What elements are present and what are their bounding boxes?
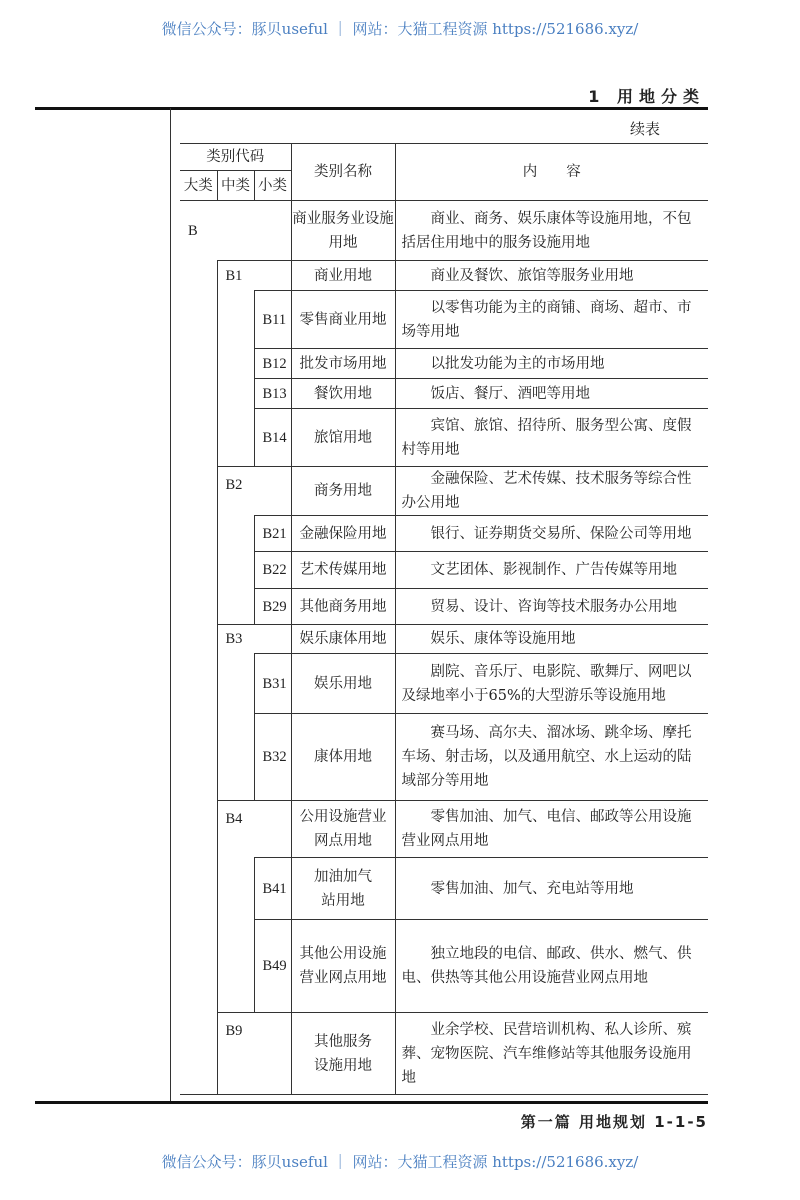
code-cell: B3 — [217, 625, 291, 654]
content-cell: 剧院、音乐厅、电影院、歌舞厅、网吧以及绿地率小于65%的大型游乐等设施用地 — [395, 654, 708, 714]
content-cell: 银行、证券期货交易所、保险公司等用地 — [395, 516, 708, 552]
name-cell: 娱乐用地 — [291, 654, 395, 714]
name-cell: 其他服务设施用地 — [291, 1013, 395, 1095]
content-cell: 零售加油、加气、充电站等用地 — [395, 858, 708, 920]
header-major: 大类 — [180, 171, 217, 201]
code-cell: B31 — [254, 654, 291, 714]
watermark-bottom: 微信公众号：豚贝useful ｜ 网站：大猫工程资源 https://521686.xyz/ — [161, 1153, 639, 1171]
name-cell: 康体用地 — [291, 714, 395, 801]
code-cell: B2 — [217, 467, 291, 516]
header-mid: 中类 — [217, 171, 254, 201]
margin-line — [170, 108, 171, 1103]
content-cell: 娱乐、康体等设施用地 — [395, 625, 708, 654]
name-cell: 加油加气站用地 — [291, 858, 395, 920]
code-cell: B49 — [254, 920, 291, 1013]
code-cell: B — [188, 222, 198, 239]
content-cell: 金融保险、艺术传媒、技术服务等综合性办公用地 — [395, 467, 708, 516]
code-cell: B9 — [217, 1013, 291, 1095]
name-cell: 其他公用设施营业网点用地 — [291, 920, 395, 1013]
content-cell: 赛马场、高尔夫、溜冰场、跳伞场、摩托车场、射击场，以及通用航空、水上运动的陆域部分等用地 — [395, 714, 708, 801]
bottom-rule — [35, 1101, 708, 1104]
content-cell: 宾馆、旅馆、招待所、服务型公寓、度假村等用地 — [395, 409, 708, 467]
content-cell: 以零售功能为主的商铺、商场、超市、市场等用地 — [395, 291, 708, 349]
name-cell: 其他商务用地 — [291, 589, 395, 625]
content-cell: 商业、商务、娱乐康体等设施用地，不包括居住用地中的服务设施用地 — [395, 201, 708, 261]
header-name: 类别名称 — [291, 144, 395, 201]
name-cell: 旅馆用地 — [291, 409, 395, 467]
code-cell: B1 — [217, 261, 291, 291]
name-cell: 娱乐康体用地 — [291, 625, 395, 654]
code-cell: B29 — [254, 589, 291, 625]
content-cell: 贸易、设计、咨询等技术服务办公用地 — [395, 589, 708, 625]
content-cell: 业余学校、民营培训机构、私人诊所、殡葬、宠物医院、汽车维修站等其他服务设施用地 — [395, 1013, 708, 1095]
content-cell: 以批发功能为主的市场用地 — [395, 349, 708, 379]
content-cell: 饭店、餐厅、酒吧等用地 — [395, 379, 708, 409]
name-cell: 商业用地 — [291, 261, 395, 291]
code-cell: B41 — [254, 858, 291, 920]
page-footer: 第一篇 用地规划 1-1-5 — [520, 1113, 708, 1131]
content-cell: 文艺团体、影视制作、广告传媒等用地 — [395, 552, 708, 589]
name-cell: 零售商业用地 — [291, 291, 395, 349]
name-cell: 艺术传媒用地 — [291, 552, 395, 589]
code-cell: B13 — [254, 379, 291, 409]
code-cell: B11 — [254, 291, 291, 349]
chapter-header: 1 用地分类 — [588, 87, 705, 106]
code-cell: B32 — [254, 714, 291, 801]
name-cell: 商务用地 — [291, 467, 395, 516]
content-cell: 独立地段的电信、邮政、供水、燃气、供电、供热等其他公用设施营业网点用地 — [395, 920, 708, 1013]
code-cell: B22 — [254, 552, 291, 589]
land-classification-table — [180, 143, 708, 1095]
name-cell: 批发市场用地 — [291, 349, 395, 379]
top-rule — [35, 107, 708, 110]
watermark-top: 微信公众号：豚贝useful ｜ 网站：大猫工程资源 https://521686.xyz/ — [161, 20, 639, 38]
name-cell: 公用设施营业网点用地 — [291, 801, 395, 858]
name-cell: 餐饮用地 — [291, 379, 395, 409]
header-content: 内 容 — [395, 144, 708, 201]
header-code: 类别代码 — [180, 144, 291, 171]
code-cell: B12 — [254, 349, 291, 379]
header-minor: 小类 — [254, 171, 291, 201]
content-cell: 零售加油、加气、电信、邮政等公用设施营业网点用地 — [395, 801, 708, 858]
code-cell: B21 — [254, 516, 291, 552]
content-cell: 商业及餐饮、旅馆等服务业用地 — [395, 261, 708, 291]
code-cell: B4 — [217, 801, 291, 858]
name-cell: 金融保险用地 — [291, 516, 395, 552]
code-cell: B14 — [254, 409, 291, 467]
name-cell: 商业服务业设施用地 — [291, 201, 395, 261]
continued-label: 续表 — [630, 120, 661, 138]
